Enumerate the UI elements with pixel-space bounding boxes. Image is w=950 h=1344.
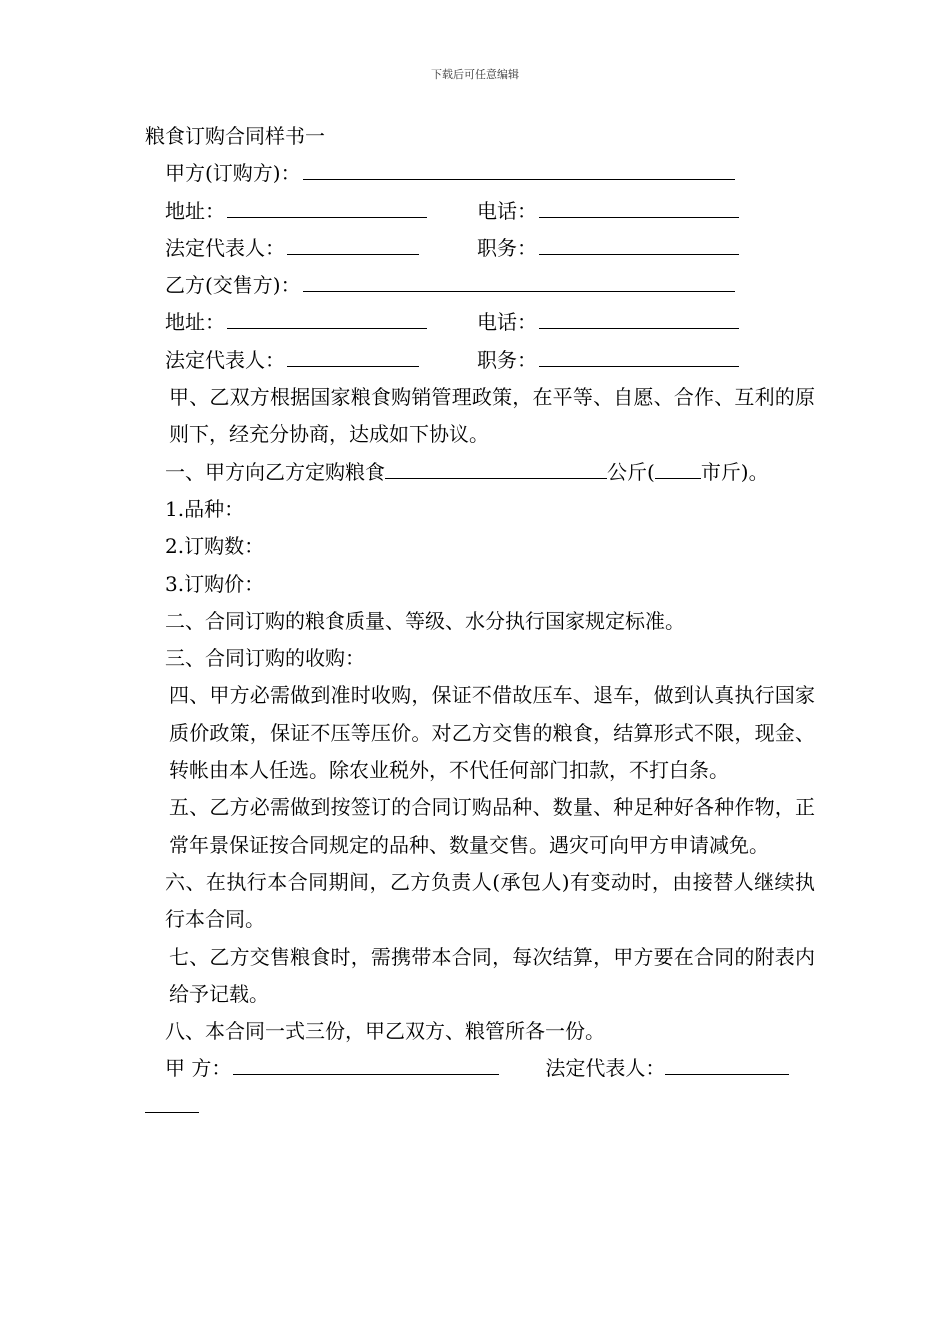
item-variety: 1.品种： [165,496,245,521]
signature-continuation [145,1088,815,1125]
party-b-address-label: 地址： [165,310,225,335]
party-b-phone-label: 电话： [477,310,537,335]
signature-party-a-field[interactable] [233,1050,499,1075]
clause-1 [145,454,815,491]
clause-1-unit-kg: 公斤( [607,459,655,484]
grain-jin-field[interactable] [655,454,701,479]
clause-6: 六、在执行本合同期间，乙方负责人(承包人)有变动时，由接替人继续执行本合同。 [165,869,815,932]
party-b-row [145,267,815,304]
party-a-address-label: 地址： [165,198,225,223]
clause-3: 三、合同订购的收购： [165,646,365,671]
item-price: 3.订购价： [165,571,265,596]
party-a-name-field[interactable] [303,155,735,180]
signature-party-a-label: 甲 方： [165,1056,232,1081]
party-b-position-label: 职务： [477,347,537,372]
party-b-rep-row [145,342,815,379]
party-a-rep-row [145,230,815,267]
signature-rep-label: 法定代表人： [545,1056,666,1081]
party-a-rep-label: 法定代表人： [165,235,285,260]
document-title: 粮食订购合同样书一 [145,124,325,148]
intro-paragraph: 甲、乙双方根据国家粮食购销管理政策，在平等、自愿、合作、互利的原则下，经充分协商，达成如下协议。 [169,385,815,447]
clause-1-unit-jin: 市斤)。 [700,459,769,484]
party-b-label: 乙方(交售方)： [165,273,301,298]
party-b-name-field[interactable] [303,267,735,292]
header-note: 下载后可任意编辑 [431,68,519,81]
signature-rep-field[interactable] [665,1050,789,1075]
grain-quantity-field[interactable] [385,454,607,479]
party-a-rep-field[interactable] [287,230,419,255]
signature-rep-field-continued[interactable] [145,1088,199,1113]
contract-document [145,118,815,1125]
party-b-address-row [145,304,815,341]
party-b-rep-label: 法定代表人： [165,347,285,372]
clause-4: 四、甲方必需做到准时收购，保证不借故压车、退车，做到认真执行国家质价政策，保证不压等压价。对乙方交售的粮食，结算形式不限，现金、转帐由本人任选。除农业税外，不代任何部门扣款，不打白条。 [169,683,815,783]
party-a-position-label: 职务： [477,235,537,260]
party-b-position-field[interactable] [539,342,739,367]
clause-8: 八、本合同一式三份，甲乙双方、粮管所各一份。 [165,1019,605,1044]
clause-7: 七、乙方交售粮食时，需携带本合同，每次结算，甲方要在合同的附表内给予记载。 [169,944,815,1006]
item-quantity: 2.订购数： [165,534,265,559]
party-b-rep-field[interactable] [287,342,419,367]
party-a-address-row [145,193,815,230]
signature-row [145,1050,815,1087]
party-a-position-field[interactable] [539,230,739,255]
party-a-label: 甲方(订购方)： [165,161,301,186]
party-a-phone-field[interactable] [539,193,739,218]
clause-2: 二、合同订购的粮食质量、等级、水分执行国家规定标准。 [165,608,685,633]
party-a-address-field[interactable] [227,193,427,218]
party-a-row [145,155,815,192]
party-b-address-field[interactable] [227,304,427,329]
clause-1-text: 一、甲方向乙方定购粮食 [165,459,385,484]
clause-5: 五、乙方必需做到按签订的合同订购品种、数量、种足种好各种作物，正常年景保证按合同规定的品种、数量交售。遇灾可向甲方申请减免。 [169,795,815,857]
party-a-phone-label: 电话： [477,198,537,223]
party-b-phone-field[interactable] [539,304,739,329]
